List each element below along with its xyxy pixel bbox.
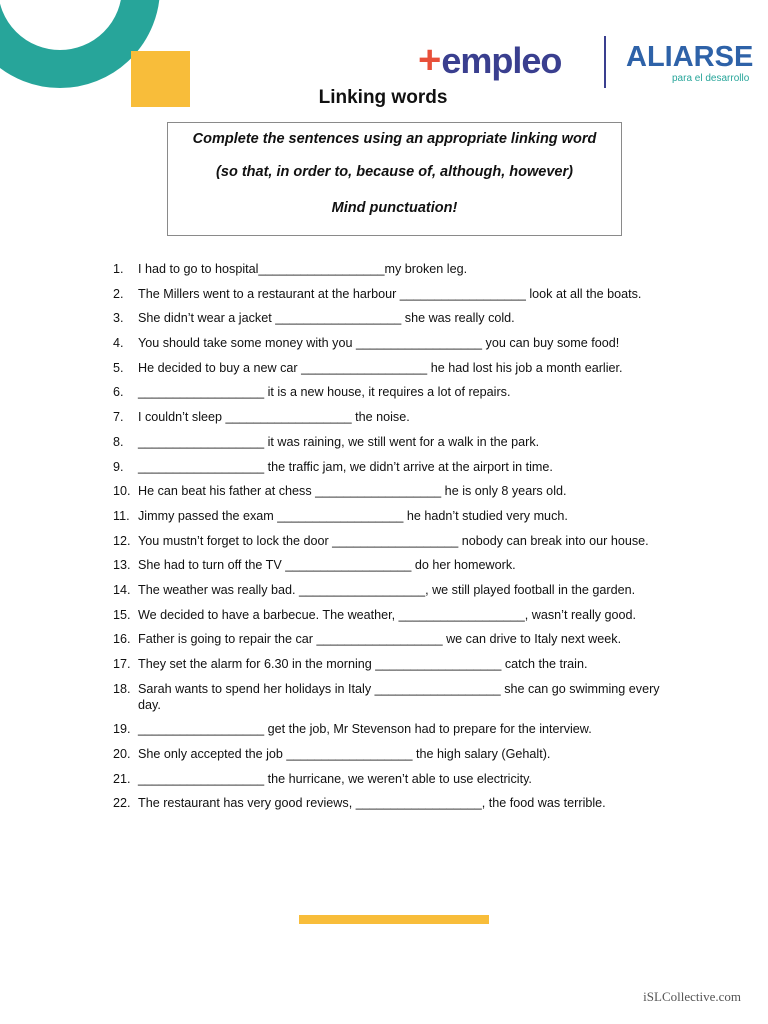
footer-decorative-bar xyxy=(299,915,489,924)
item-sentence: Jimmy passed the exam __________________ he hadn’t studied very much. xyxy=(138,508,568,523)
exercise-item xyxy=(113,631,683,647)
exercise-list xyxy=(113,261,683,820)
empleo-logo xyxy=(418,38,561,83)
exercise-item xyxy=(113,746,683,762)
instruction-note: Mind punctuation! xyxy=(331,200,458,216)
item-sentence: The Millers went to a restaurant at the harbour __________________ look at all the boats. xyxy=(138,286,642,301)
item-sentence: __________________ it was raining, we still went for a walk in the park. xyxy=(138,434,540,449)
item-number: 6. xyxy=(113,385,124,400)
exercise-item xyxy=(113,656,683,672)
worksheet-title-text: Linking words xyxy=(318,87,448,108)
item-number: 19. xyxy=(113,722,131,737)
item-sentence: I had to go to hospital__________________my broken leg. xyxy=(138,262,468,276)
item-number: 1. xyxy=(113,262,124,276)
exercise-item xyxy=(113,261,683,277)
item-sentence: She had to turn off the TV __________________ do her homework. xyxy=(138,558,516,573)
exercise-item xyxy=(113,582,683,598)
item-number: 21. xyxy=(113,771,131,786)
item-sentence: __________________ the traffic jam, we didn’t arrive at the airport in time. xyxy=(138,459,553,474)
item-sentence: She didn’t wear a jacket __________________ she was really cold. xyxy=(138,311,515,326)
item-number: 13. xyxy=(113,558,131,573)
item-number: 15. xyxy=(113,607,131,622)
empleo-plus-icon: + xyxy=(418,38,441,82)
item-number: 3. xyxy=(113,311,124,326)
item-sentence: I couldn’t sleep __________________ the noise. xyxy=(138,410,410,425)
item-number: 22. xyxy=(113,796,131,811)
exercise-item xyxy=(113,286,683,302)
instructions-box xyxy=(167,122,622,236)
item-number: 20. xyxy=(113,747,131,762)
item-sentence: He decided to buy a new car __________________ he had lost his job a month earlier. xyxy=(138,360,623,375)
item-sentence: They set the alarm for 6.30 in the morning __________________ catch the train. xyxy=(138,657,588,671)
aliarse-logo-subtitle: para el desarrollo xyxy=(672,73,750,84)
item-sentence: We decided to have a barbecue. The weather, __________________, wasn’t really good. xyxy=(138,607,637,622)
item-number: 18. xyxy=(113,681,131,696)
logo-divider xyxy=(604,36,606,88)
exercise-item xyxy=(113,795,683,811)
exercise-item xyxy=(113,681,683,713)
item-number: 12. xyxy=(113,533,131,548)
item-number: 2. xyxy=(113,286,124,301)
exercise-item xyxy=(113,508,683,524)
aliarse-logo: ALIARSE xyxy=(626,41,754,73)
item-number: 5. xyxy=(113,360,124,375)
exercise-item xyxy=(113,483,683,499)
item-number: 8. xyxy=(113,434,124,449)
exercise-item xyxy=(113,310,683,326)
item-sentence: She only accepted the job __________________ the high salary (Gehalt). xyxy=(138,747,551,762)
exercise-item xyxy=(113,771,683,787)
exercise-item xyxy=(113,434,683,450)
exercise-item xyxy=(113,335,683,351)
item-number: 7. xyxy=(113,410,124,425)
instruction-options: (so that, in order to, because of, although, however) xyxy=(216,164,573,180)
item-sentence: Sarah wants to spend her holidays in Italy __________________ she can go swimming every day. xyxy=(138,681,660,712)
item-number: 9. xyxy=(113,459,124,474)
item-sentence: He can beat his father at chess __________________ he is only 8 years old. xyxy=(138,484,567,499)
exercise-item xyxy=(113,607,683,623)
exercise-item xyxy=(113,360,683,376)
exercise-item xyxy=(113,459,683,475)
item-number: 4. xyxy=(113,336,124,351)
empleo-logo-text: empleo xyxy=(441,40,562,81)
item-number: 17. xyxy=(113,657,131,671)
item-number: 14. xyxy=(113,582,131,597)
exercise-item xyxy=(113,557,683,573)
item-number: 11. xyxy=(113,508,130,523)
instruction-line: Complete the sentences using an appropriate linking word xyxy=(192,131,597,147)
worksheet-title xyxy=(0,87,768,109)
exercise-item xyxy=(113,409,683,425)
item-sentence: __________________ the hurricane, we weren’t able to use electricity. xyxy=(138,771,532,786)
exercise-item xyxy=(113,721,683,737)
item-sentence: The weather was really bad. __________________, we still played football in the garden. xyxy=(138,582,636,597)
exercise-item xyxy=(113,384,683,400)
item-sentence: Father is going to repair the car __________________ we can drive to Italy next week. xyxy=(138,632,622,647)
item-sentence: You should take some money with you __________________ you can buy some food! xyxy=(138,336,620,351)
item-sentence: You mustn’t forget to lock the door __________________ nobody can break into our house. xyxy=(138,533,649,548)
watermark: iSLCollective.com xyxy=(643,989,741,1004)
item-number: 10. xyxy=(113,484,131,499)
item-sentence: __________________ get the job, Mr Stevenson had to prepare for the interview. xyxy=(138,722,592,737)
item-number: 16. xyxy=(113,632,131,647)
item-sentence: __________________ it is a new house, it requires a lot of repairs. xyxy=(138,385,511,400)
exercise-item xyxy=(113,533,683,549)
item-sentence: The restaurant has very good reviews, __________________, the food was terrible. xyxy=(138,796,606,811)
